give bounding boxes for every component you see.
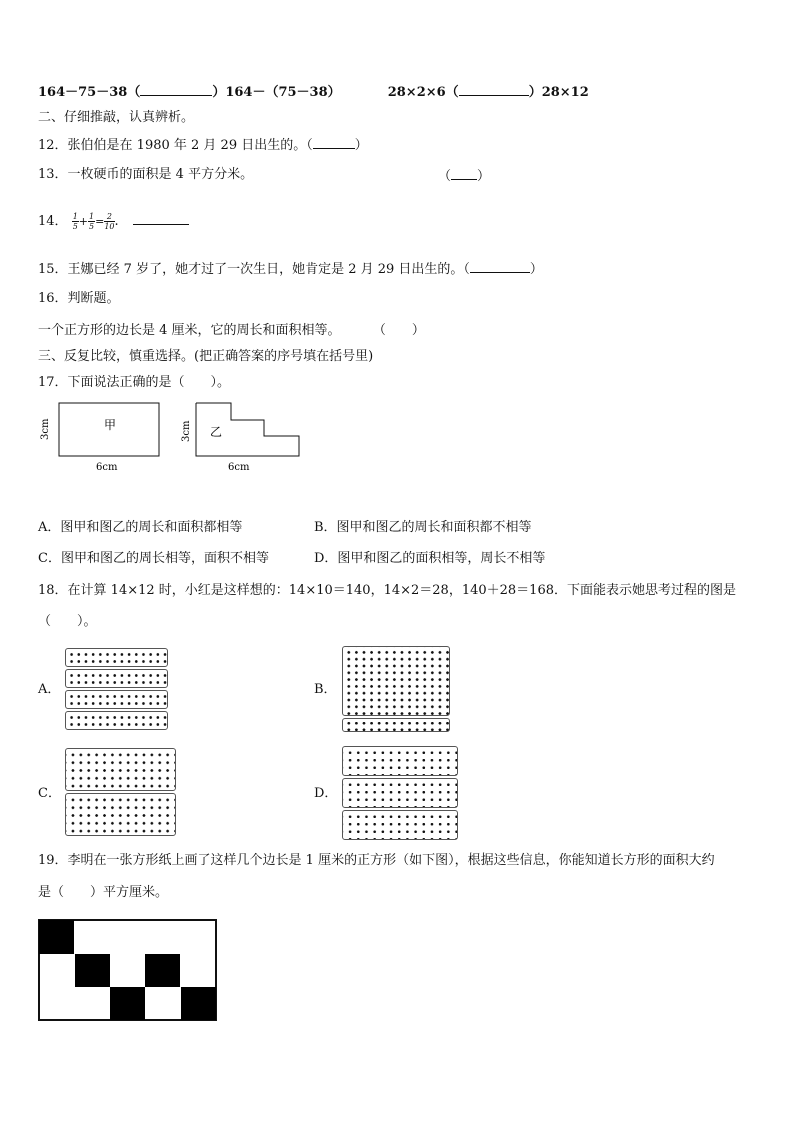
q11-expr2-left: 28×2×6（ xyxy=(387,85,459,100)
dot-array xyxy=(342,646,450,716)
question-17-stem: 17．下面说法正确的是（ ）。 xyxy=(38,375,231,390)
q15-text: 15．王娜已经 7 岁了，她才过了一次生日，她肯定是 2 月 29 日出生的。（ xyxy=(38,262,470,277)
question-19-stem-cont: 是（ ）平方厘米。 xyxy=(38,885,169,900)
question-12 xyxy=(38,136,368,154)
answer-blank[interactable] xyxy=(140,83,212,96)
dot-array xyxy=(65,711,168,730)
section-3-heading: 三、反复比较，慎重选择。(把正确答案的序号填在括号里) xyxy=(38,349,374,364)
q13-text: 13．一枚硬币的面积是 4 平方分米。 xyxy=(38,167,254,182)
question-18-stem: 18．在计算 14×12 时，小红是这样想的：14×10＝140，14×2＝28，140＋28＝168．下面能表示她思考过程的图是 xyxy=(38,583,736,598)
figure-b-height: 3cm xyxy=(181,420,192,442)
question-15 xyxy=(38,260,543,278)
answer-blank[interactable] xyxy=(313,136,355,149)
black-square xyxy=(110,987,145,1020)
answer-blank[interactable] xyxy=(133,212,189,225)
q16-text: 一个正方形的边长是 4 厘米，它的周长和面积相等。 xyxy=(38,323,341,338)
figure-a-label: 甲 xyxy=(104,418,117,432)
q18-option-c-label[interactable]: C． xyxy=(38,786,61,801)
q17-figures xyxy=(34,398,314,478)
q17-option-b[interactable]: B．图甲和图乙的周长和面积都不相等 xyxy=(314,520,532,535)
black-square xyxy=(181,987,216,1020)
q13-answer xyxy=(438,167,490,185)
dot-array xyxy=(342,718,450,732)
answer-blank[interactable] xyxy=(459,83,529,96)
q11-comparison-line xyxy=(38,83,589,101)
dot-array xyxy=(342,746,458,776)
q18-option-a-label[interactable]: A． xyxy=(38,682,61,697)
question-19-stem: 19．李明在一张方形纸上画了这样几个边长是 1 厘米的正方形（如下图），根据这些信息，你能知道长方形的面积大约 xyxy=(38,853,715,868)
q12-text: 12．张伯伯是在 1980 年 2 月 29 日出生的。（ xyxy=(38,138,313,153)
q17-option-d[interactable]: D．图甲和图乙的面积相等，周长不相等 xyxy=(314,551,546,566)
dot-array xyxy=(342,778,458,808)
q14-number: 14． xyxy=(38,214,68,229)
q15-close: ） xyxy=(529,262,543,277)
figure-a-width: 6cm xyxy=(96,462,118,473)
question-13 xyxy=(38,167,253,183)
q13-close: ） xyxy=(477,169,491,184)
dot-array xyxy=(65,669,168,688)
black-square xyxy=(39,920,74,954)
black-square xyxy=(145,954,180,987)
q11-expr1-left: 164－75－38（ xyxy=(38,85,141,100)
q18-option-d-label[interactable]: D． xyxy=(314,786,338,801)
q17-option-a[interactable]: A．图甲和图乙的周长和面积都相等 xyxy=(38,520,243,535)
fraction-1: $\frac{1}{5}$ xyxy=(72,212,78,231)
q11-expr2-right: ）28×12 xyxy=(528,85,589,100)
q13-open: （ xyxy=(438,169,452,184)
answer-blank[interactable] xyxy=(451,167,477,180)
dot-array xyxy=(65,690,168,709)
fraction-2: $\frac{1}{5}$ xyxy=(89,212,95,231)
answer-blank[interactable] xyxy=(470,260,530,273)
figure-b-width: 6cm xyxy=(228,462,250,473)
q16-answer-paren[interactable]: （ ） xyxy=(372,323,425,338)
dot-array xyxy=(65,748,176,791)
q19-rectangle-figure xyxy=(38,919,220,1023)
figure-b-label: 乙 xyxy=(210,425,223,439)
dot-array xyxy=(65,648,168,667)
q18-option-b-label[interactable]: B． xyxy=(314,682,337,697)
section-2-heading: 二、仔细推敲，认真辨析。 xyxy=(38,110,195,125)
question-18-stem-cont: （ ）。 xyxy=(38,614,97,629)
question-16-title: 16．判断题。 xyxy=(38,291,120,306)
dot-array xyxy=(65,793,176,836)
black-square xyxy=(75,954,110,987)
q12-close: ） xyxy=(354,138,368,153)
fraction-3: $\frac{2}{10}$ xyxy=(104,212,115,231)
question-14: 14． $\frac{1}{5}$ + $\frac{1}{5}$ = $\frac{2}{10}$ . xyxy=(38,210,189,234)
q17-option-c[interactable]: C．图甲和图乙的周长相等，面积不相等 xyxy=(38,551,269,566)
dot-array xyxy=(342,810,458,840)
q11-expr1-right: ）164－（75－38） xyxy=(212,85,341,100)
figure-a-height: 3cm xyxy=(40,418,51,440)
question-16-statement xyxy=(38,323,425,339)
